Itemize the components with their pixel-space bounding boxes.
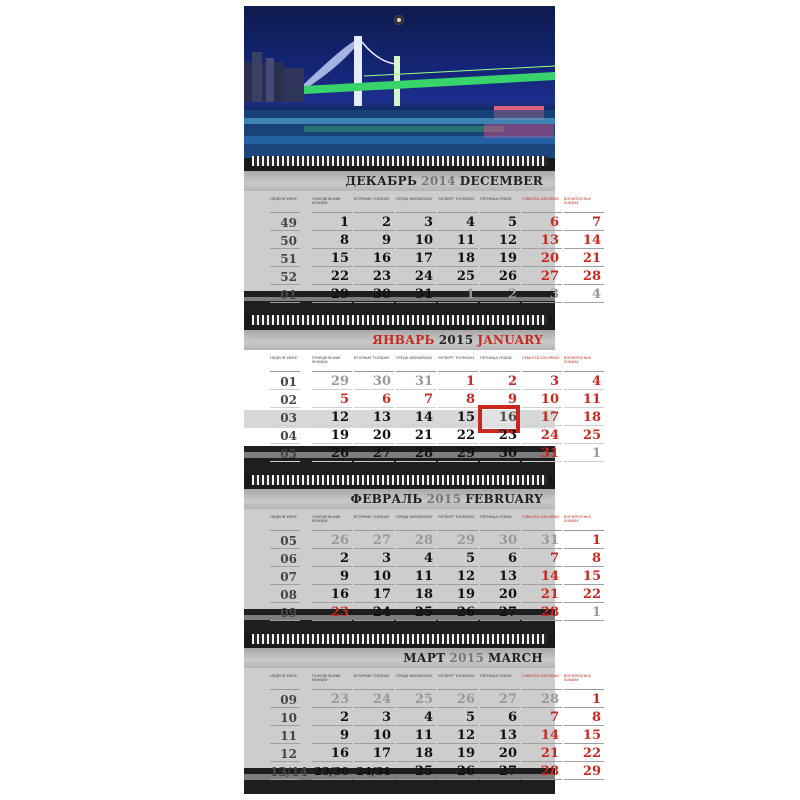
weekday-header: ЧЕТВЕРГ THURSDAY	[438, 197, 478, 213]
weekday-header: ПОНЕДЕЛЬНИК MONDAY	[312, 674, 352, 690]
weekday-header: ЧЕТВЕРГ THURSDAY	[438, 356, 478, 372]
day-cell: 30	[480, 533, 520, 549]
day-cell: 17	[522, 410, 562, 426]
day-cell: 25	[396, 605, 436, 621]
day-cell: 10	[354, 728, 394, 744]
weekday-header: НЕДЕЛЯ WEEK	[270, 356, 300, 372]
day-cell: 25	[564, 428, 604, 444]
month-name-en: FEBRUARY	[465, 492, 543, 506]
day-cell: 19	[438, 587, 478, 603]
day-cell: 24	[522, 428, 562, 444]
month-name-en: JANUARY	[477, 333, 543, 347]
weekday-header: ВТОРНИК TUESDAY	[354, 674, 394, 690]
day-cell: 9	[312, 728, 352, 744]
weekday-header: ПЯТНИЦА FRIDAY	[480, 197, 520, 213]
day-cell: 14	[522, 728, 562, 744]
day-cell: 28	[564, 269, 604, 285]
day-cell: 5	[438, 551, 478, 567]
day-cell: 14	[564, 233, 604, 249]
day-cell: 30	[354, 287, 394, 303]
day-cell: 25	[438, 269, 478, 285]
month-title-february	[244, 489, 555, 509]
weekday-header: ПЯТНИЦА FRIDAY	[480, 356, 520, 372]
week-number: 49	[270, 215, 300, 231]
day-cell: 30	[354, 374, 394, 390]
day-cell: 17	[396, 251, 436, 267]
day-cell: 23	[480, 428, 520, 444]
day-cell: 29	[564, 764, 604, 780]
day-cell: 20	[354, 428, 394, 444]
day-cell: 29	[438, 533, 478, 549]
month-grid-january	[244, 350, 601, 461]
day-cell: 2	[480, 287, 520, 303]
week-number: 08	[270, 587, 300, 603]
week-number: 50	[270, 233, 300, 249]
day-cell: 11	[396, 569, 436, 585]
spiral-binding	[252, 315, 547, 325]
day-cell: 15	[438, 410, 478, 426]
day-cell: 28	[396, 446, 436, 462]
day-cell: 12	[438, 728, 478, 744]
day-cell: 22	[438, 428, 478, 444]
week-number: 05	[270, 533, 300, 549]
day-cell: 20	[480, 587, 520, 603]
week-number: 01	[270, 287, 300, 303]
day-cell: 1	[438, 287, 478, 303]
day-cell: 3	[522, 287, 562, 303]
weekday-header: ПОНЕДЕЛЬНИК MONDAY	[312, 515, 352, 531]
day-cell: 10	[354, 569, 394, 585]
day-cell: 16	[480, 410, 520, 426]
day-cell: 1	[564, 446, 604, 462]
day-cell: 5	[480, 215, 520, 231]
day-cell: 13	[354, 410, 394, 426]
day-cell: 8	[438, 392, 478, 408]
bridge-night-illustration	[244, 6, 555, 158]
weekday-header: ВТОРНИК TUESDAY	[354, 197, 394, 213]
month-title-december	[244, 171, 555, 191]
day-cell: 20	[480, 746, 520, 762]
day-cell: 29	[438, 446, 478, 462]
day-cell: 12	[480, 233, 520, 249]
day-cell: 6	[480, 710, 520, 726]
day-cell: 16	[312, 587, 352, 603]
day-cell: 28	[396, 533, 436, 549]
day-cell: 15	[564, 569, 604, 585]
day-cell: 1	[564, 692, 604, 708]
day-cell: 23/30	[312, 764, 352, 780]
month-name-ru: ЯНВАРЬ	[372, 333, 435, 347]
wall-calendar	[244, 6, 601, 794]
day-cell: 3	[354, 710, 394, 726]
day-cell: 2	[480, 374, 520, 390]
day-cell: 29	[312, 374, 352, 390]
day-cell: 8	[564, 710, 604, 726]
day-cell: 24	[354, 605, 394, 621]
weekday-header: СРЕДА WEDNESDAY	[396, 515, 436, 531]
day-cell: 22	[564, 587, 604, 603]
day-cell: 18	[564, 410, 604, 426]
day-cell: 2	[354, 215, 394, 231]
day-cell: 19	[312, 428, 352, 444]
month-year: 2015	[449, 651, 485, 665]
day-cell: 11	[564, 392, 604, 408]
day-cell: 6	[480, 551, 520, 567]
day-cell: 24	[396, 269, 436, 285]
day-cell: 26	[438, 764, 478, 780]
week-number: 09	[270, 605, 300, 621]
day-cell: 10	[396, 233, 436, 249]
day-cell: 21	[396, 428, 436, 444]
day-cell: 4	[396, 551, 436, 567]
day-cell: 4	[564, 374, 604, 390]
day-cell: 27	[354, 446, 394, 462]
day-cell: 31	[396, 287, 436, 303]
day-cell: 7	[522, 710, 562, 726]
day-cell: 31	[522, 446, 562, 462]
month-name-ru: ФЕВРАЛЬ	[350, 492, 423, 506]
day-cell: 17	[354, 746, 394, 762]
day-cell: 13	[480, 569, 520, 585]
week-number: 01	[270, 374, 300, 390]
day-cell: 1	[312, 215, 352, 231]
day-cell: 14	[396, 410, 436, 426]
weekday-header: НЕДЕЛЯ WEEK	[270, 674, 300, 690]
day-cell: 4	[438, 215, 478, 231]
week-number: 04	[270, 428, 300, 444]
day-cell: 5	[438, 710, 478, 726]
day-cell: 28	[522, 692, 562, 708]
day-cell: 19	[438, 746, 478, 762]
day-cell: 9	[354, 233, 394, 249]
day-cell: 18	[396, 587, 436, 603]
day-cell: 18	[396, 746, 436, 762]
day-cell: 31	[522, 533, 562, 549]
day-cell: 18	[438, 251, 478, 267]
day-cell: 28	[522, 764, 562, 780]
week-number: 12	[270, 746, 300, 762]
day-cell: 26	[480, 269, 520, 285]
weekday-header: ПЯТНИЦА FRIDAY	[480, 674, 520, 690]
spiral-binding	[252, 156, 547, 166]
day-cell: 27	[480, 605, 520, 621]
weekday-header: ВТОРНИК TUESDAY	[354, 356, 394, 372]
weekday-header: ВТОРНИК TUESDAY	[354, 515, 394, 531]
weekday-header: ВОСКРЕСЕНЬЕ SUNDAY	[564, 356, 604, 372]
day-cell: 4	[564, 287, 604, 303]
day-cell: 2	[312, 710, 352, 726]
day-cell: 17	[354, 587, 394, 603]
month-year: 2014	[421, 174, 456, 188]
week-number: 13/14	[270, 765, 308, 779]
day-cell: 7	[396, 392, 436, 408]
weekday-header: СРЕДА WEDNESDAY	[396, 197, 436, 213]
day-cell: 21	[522, 746, 562, 762]
day-cell: 6	[354, 392, 394, 408]
week-number: 10	[270, 710, 300, 726]
week-number: 03	[270, 410, 300, 426]
day-cell: 8	[312, 233, 352, 249]
day-cell: 7	[564, 215, 604, 231]
weekday-header: ПОНЕДЕЛЬНИК MONDAY	[312, 197, 352, 213]
weekday-header: ПЯТНИЦА FRIDAY	[480, 515, 520, 531]
day-cell: 22	[564, 746, 604, 762]
day-cell: 2	[312, 551, 352, 567]
day-cell: 14	[522, 569, 562, 585]
month-name-en: MARCH	[488, 651, 543, 665]
week-number: 06	[270, 551, 300, 567]
weekday-header: ВОСКРЕСЕНЬЕ SUNDAY	[564, 674, 604, 690]
month-name-ru: МАРТ	[403, 651, 446, 665]
day-cell: 5	[312, 392, 352, 408]
day-cell: 25	[396, 764, 436, 780]
day-cell: 3	[354, 551, 394, 567]
day-cell: 26	[312, 533, 352, 549]
day-cell: 16	[354, 251, 394, 267]
day-cell: 13	[522, 233, 562, 249]
day-cell: 23	[354, 269, 394, 285]
day-cell: 11	[396, 728, 436, 744]
day-cell: 6	[522, 215, 562, 231]
week-number: 52	[270, 269, 300, 285]
spiral-binding	[252, 475, 547, 485]
weekday-header: ВОСКРЕСЕНЬЕ SUNDAY	[564, 197, 604, 213]
day-cell: 1	[564, 605, 604, 621]
day-cell: 20	[522, 251, 562, 267]
weekday-header: ПОНЕДЕЛЬНИК MONDAY	[312, 356, 352, 372]
month-grid-march	[244, 668, 601, 779]
day-cell: 23	[312, 692, 352, 708]
day-cell: 15	[564, 728, 604, 744]
day-cell: 13	[480, 728, 520, 744]
day-cell: 26	[312, 446, 352, 462]
month-title-january	[244, 330, 555, 350]
day-cell: 19	[480, 251, 520, 267]
day-cell: 12	[438, 569, 478, 585]
weekday-header: СУББОТА SATURDAY	[522, 197, 562, 213]
day-cell: 16	[312, 746, 352, 762]
day-cell: 24	[354, 692, 394, 708]
day-cell: 30	[480, 446, 520, 462]
week-number: 11	[270, 728, 300, 744]
week-number: 09	[270, 692, 300, 708]
weekday-header: НЕДЕЛЯ WEEK	[270, 197, 300, 213]
month-year: 2015	[426, 492, 462, 506]
day-cell: 3	[522, 374, 562, 390]
day-cell: 27	[480, 692, 520, 708]
month-title-march	[244, 648, 555, 668]
day-cell: 23	[312, 605, 352, 621]
month-name-ru: ДЕКАБРЬ	[345, 174, 418, 188]
day-cell: 4	[396, 710, 436, 726]
day-cell: 1	[564, 533, 604, 549]
day-cell: 21	[564, 251, 604, 267]
week-number: 07	[270, 569, 300, 585]
month-grid-february	[244, 509, 601, 620]
week-number: 05	[270, 446, 300, 462]
day-cell: 3	[396, 215, 436, 231]
weekday-header: ВОСКРЕСЕНЬЕ SUNDAY	[564, 515, 604, 531]
month-name-en: DECEMBER	[459, 174, 543, 188]
day-cell: 26	[438, 605, 478, 621]
month-grid-december	[244, 191, 601, 302]
day-cell: 8	[564, 551, 604, 567]
day-cell: 1	[438, 374, 478, 390]
weekday-header: ЧЕТВЕРГ THURSDAY	[438, 674, 478, 690]
hanging-hole	[394, 15, 404, 25]
day-cell: 29	[312, 287, 352, 303]
weekday-header: СУББОТА SATURDAY	[522, 674, 562, 690]
day-cell: 27	[522, 269, 562, 285]
day-cell: 9	[480, 392, 520, 408]
day-cell: 21	[522, 587, 562, 603]
day-cell: 9	[312, 569, 352, 585]
day-cell: 28	[522, 605, 562, 621]
day-cell: 11	[438, 233, 478, 249]
weekday-header: СРЕДА WEDNESDAY	[396, 356, 436, 372]
day-cell: 31	[396, 374, 436, 390]
day-cell: 26	[438, 692, 478, 708]
weekday-header: СУББОТА SATURDAY	[522, 356, 562, 372]
month-year: 2015	[438, 333, 474, 347]
spiral-binding	[252, 634, 547, 644]
day-cell: 27	[354, 533, 394, 549]
day-cell: 27	[480, 764, 520, 780]
weekday-header: НЕДЕЛЯ WEEK	[270, 515, 300, 531]
header-photo	[244, 6, 555, 158]
day-cell: 10	[522, 392, 562, 408]
week-number: 02	[270, 392, 300, 408]
day-cell: 7	[522, 551, 562, 567]
weekday-header: СРЕДА WEDNESDAY	[396, 674, 436, 690]
day-cell: 22	[312, 269, 352, 285]
weekday-header: ЧЕТВЕРГ THURSDAY	[438, 515, 478, 531]
day-cell: 15	[312, 251, 352, 267]
weekday-header: СУББОТА SATURDAY	[522, 515, 562, 531]
week-number: 51	[270, 251, 300, 267]
day-cell: 25	[396, 692, 436, 708]
day-cell: 12	[312, 410, 352, 426]
day-cell: 24/31	[354, 764, 394, 780]
